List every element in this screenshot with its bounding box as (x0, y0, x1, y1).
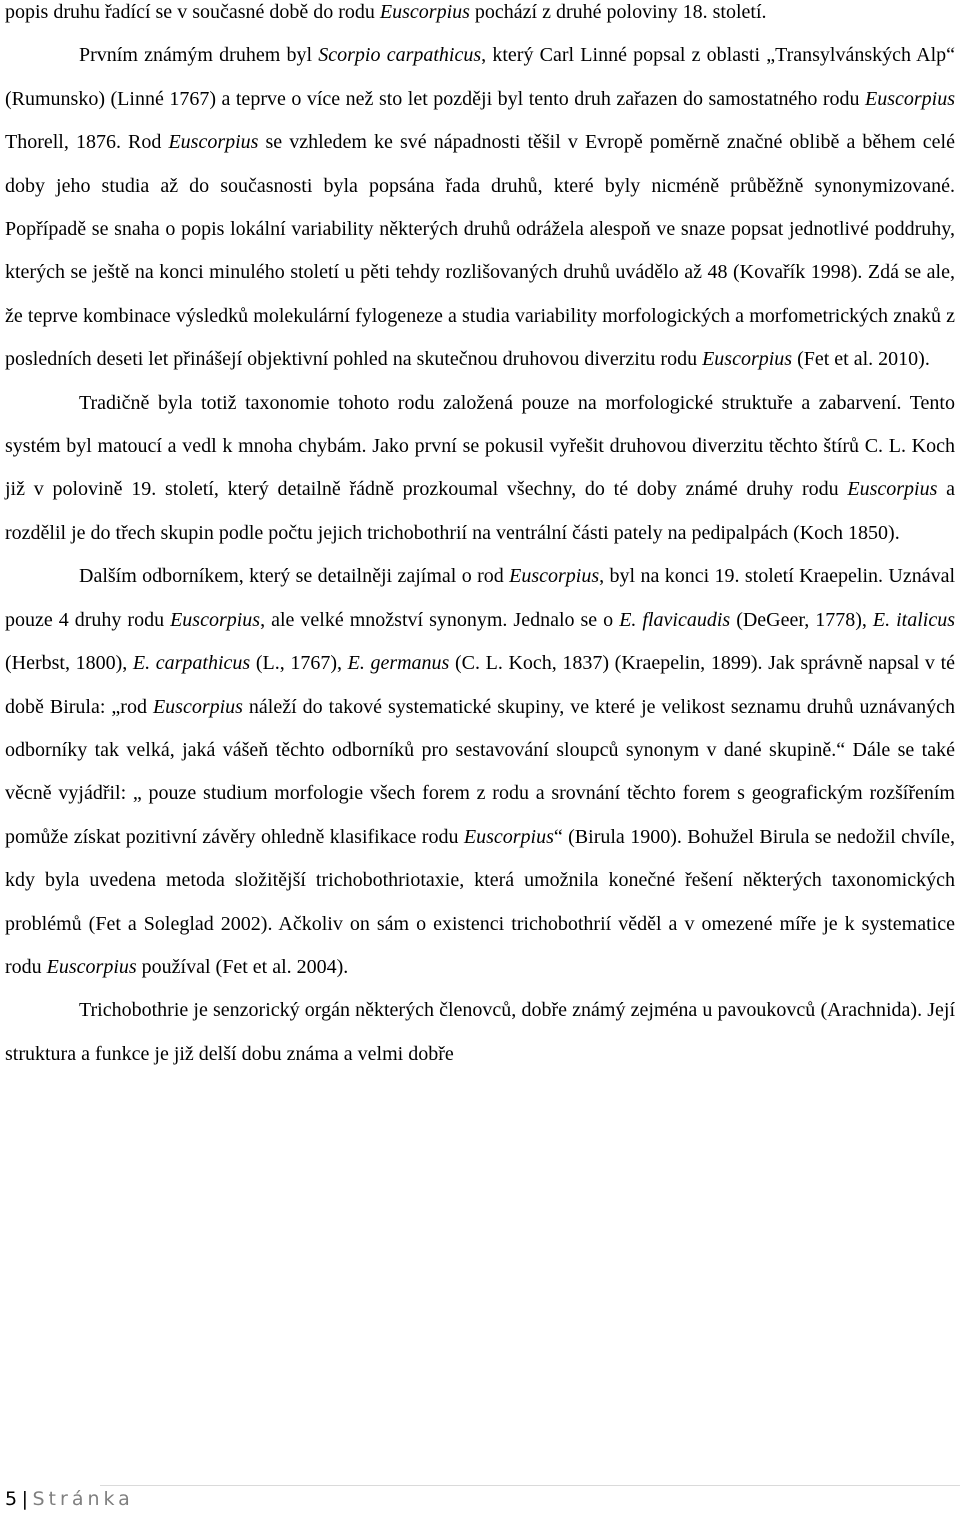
page-number: 5 (5, 1488, 18, 1510)
text-run: Dalším odborníkem, který se detailněji zajímal o rod (79, 565, 510, 588)
paragraph (5, 0, 955, 34)
italic-taxon: E. carpathicus (132, 652, 251, 675)
text-run: náleží do takové systematické skupiny, ve které je velikost seznamu druhů uznávaných odborníky tak velká, jaká vášeň těchto odborníků pro sestavování sloupců synonym v dané skupině.“ Dále se také věcně vyjádřil: „ pouze studium morfologie všech forem z rodu a srovnání těchto forem s geografickým rozšířením pomůže získat pozitivní závěry ohledně klasifikace rodu (5, 695, 955, 848)
text-run: se vzhledem ke své nápadnosti těšil v Evropě poměrně značné oblibě a během celé doby jeho studia až do současnosti byla popsána řada druhů, které byly nicméně průběžně synonymizované. Popřípadě se snaha o popis lokální variability některých druhů odrážela alespoň ve snaze popsat jednotlivé poddruhy, kterých se ještě na konci minulého století u pěti tehdy rozlišovaných druhů uvádělo až 48 (Kovařík 1998). Zdá se ale, že teprve kombinace výsledků molekulární fylogeneze a studia variability morfologických a morfometrických znaků z posledních deseti let přinášejí objektivní pohled na skutečnou druhovou diverzitu rodu (5, 131, 955, 371)
italic-taxon: E. italicus (872, 608, 956, 631)
text-run: “ (Birula 1900). Bohužel Birula se nedožil chvíle, kdy byla uvedena metoda složitější trichobothriotaxie, která umožnila konečné řešení některých taxonomických problémů (Fet a Soleglad 2002). Ačkoliv on sám o existenci trichobothrií věděl a v omezené míře je k systematice rodu (5, 825, 955, 978)
text-run: (C. L. Koch, 1837) (Kraepelin, 1899). Jak správně napsal v té době Birula: „rod (5, 652, 955, 718)
paragraph (5, 34, 955, 381)
italic-taxon: Euscorpius (46, 955, 137, 978)
text-run: popis druhu řadící se v současné době do rodu (5, 1, 380, 23)
text-run: pochází z druhé poloviny 18. století. (469, 1, 767, 23)
italic-taxon: Scorpio carpathicus (318, 44, 482, 67)
italic-taxon: Euscorpius (168, 131, 259, 154)
text-run: (L., 1767), (250, 652, 348, 675)
italic-taxon: E. flavicaudis (619, 608, 731, 631)
text-run: a rozdělil je do třech skupin podle počtu jejich trichobothrií na ventrální části pately na pedipalpách (Koch 1850). (5, 478, 955, 544)
text-run: (Herbst, 1800), (5, 652, 133, 675)
italic-taxon: Euscorpius (463, 825, 554, 848)
footer-divider (100, 1485, 960, 1486)
italic-taxon: Euscorpius (170, 608, 261, 631)
text-run: Trichobothrie je senzorický orgán některých členovců, dobře známý zejména u pavoukovců (Arachnida). Její struktura a funkce je již delší dobu známa a velmi dobře (5, 999, 955, 1065)
paragraph (5, 555, 955, 989)
footer-separator: | (21, 1488, 29, 1510)
italic-taxon: E. germanus (347, 652, 450, 675)
text-run: Thorell, 1876. Rod (5, 131, 169, 154)
italic-taxon: Euscorpius (865, 87, 955, 110)
italic-taxon: Euscorpius (379, 1, 470, 23)
text-run: , byl na konci 19. století Kraepelin. Uznával pouze 4 druhy rodu (5, 565, 956, 631)
paragraph (5, 989, 955, 1076)
page-footer (5, 1488, 134, 1510)
body-text (5, 0, 955, 1076)
italic-taxon: Euscorpius (702, 348, 793, 371)
italic-taxon: Euscorpius (152, 695, 243, 718)
text-run: (DeGeer, 1778), (730, 608, 873, 631)
paragraph (5, 382, 955, 556)
text-run: , ale velké množství synonym. Jednalo se o (260, 608, 620, 631)
text-run: Tradičně byla totiž taxonomie tohoto rodu založená pouze na morfologické struktuře a zabarvení. Tento systém byl matoucí a vedl k mnoha chybám. Jako první se pokusil vyřešit druhovou diverzitu těchto štírů C. L. Koch již v polovině 19. století, který detailně řádně prozkoumal všechny, do té doby známé druhy rodu (5, 391, 955, 501)
italic-taxon: Euscorpius (509, 565, 600, 588)
text-run: používal (Fet et al. 2004). (136, 955, 349, 978)
italic-taxon: Euscorpius (847, 478, 938, 501)
text-run: , který Carl Linné popsal z oblasti „Transylvánských Alp“ (Rumunsko) (Linné 1767) a teprve o více než sto let později byl tento druh zařazen do samostatného rodu (5, 44, 956, 110)
page-label: Stránka (32, 1488, 134, 1510)
text-run: (Fet et al. 2010). (792, 348, 930, 371)
text-run: Prvním známým druhem byl (79, 44, 319, 67)
